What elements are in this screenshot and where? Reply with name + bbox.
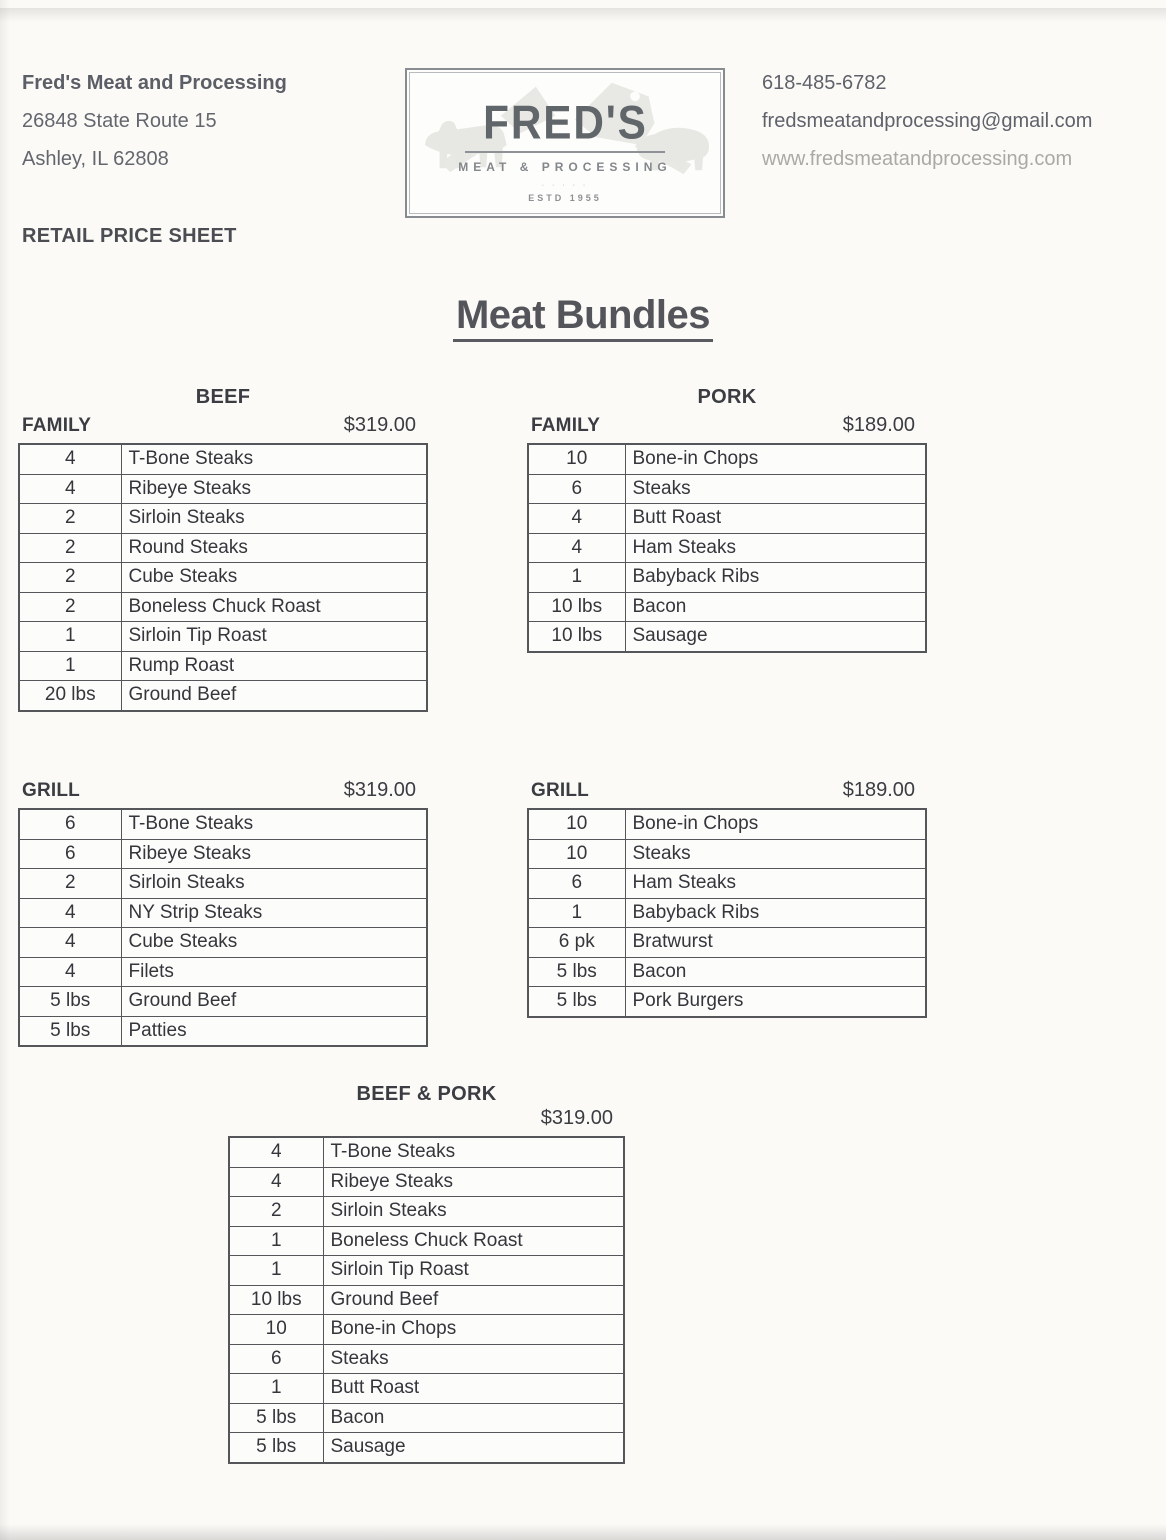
item-cell: Sirloin Steaks [323, 1197, 624, 1227]
logo-ornament-dots: · · · · · [541, 182, 589, 189]
bundle-label: FAMILY [22, 415, 92, 436]
table-row [528, 839, 926, 869]
quantity-cell: 1 [19, 622, 121, 652]
quantity-cell: 2 [19, 533, 121, 563]
quantity-cell: 4 [229, 1137, 323, 1167]
table-row [19, 504, 427, 534]
logo-established: ESTD 1955 [528, 193, 602, 203]
quantity-cell: 5 lbs [19, 987, 121, 1017]
logo-text-stack [410, 73, 720, 213]
table-row [229, 1315, 624, 1345]
company-address-line1: 26848 State Route 15 [22, 110, 217, 132]
item-cell: Sausage [323, 1433, 624, 1463]
quantity-cell: 5 lbs [229, 1403, 323, 1433]
bundle-head [18, 779, 428, 808]
item-cell: Cube Steaks [121, 563, 427, 593]
bundle-table-pork-grill [527, 808, 927, 1018]
table-row [528, 592, 926, 622]
logo-frame [409, 72, 721, 214]
item-cell: Sirloin Tip Roast [323, 1256, 624, 1286]
item-cell: Bacon [625, 957, 926, 987]
scan-shadow-bottom [0, 1524, 1166, 1540]
item-cell: Bone-in Chops [625, 809, 926, 839]
quantity-cell: 2 [19, 592, 121, 622]
bundle-beef-grill [18, 779, 428, 1047]
logo-divider [465, 151, 665, 153]
bundle-table-beef-and-pork [228, 1136, 625, 1464]
item-cell: Ham Steaks [625, 869, 926, 899]
bundle-price: $319.00 [540, 1107, 613, 1129]
quantity-cell: 5 lbs [19, 1016, 121, 1046]
email-address: fredsmeatandprocessing@gmail.com [762, 110, 1093, 132]
item-cell: T-Bone Steaks [323, 1137, 624, 1167]
table-row [229, 1167, 624, 1197]
quantity-cell: 2 [19, 563, 121, 593]
quantity-cell: 4 [19, 957, 121, 987]
bundle-label: FAMILY [531, 415, 601, 436]
quantity-cell: 10 [528, 839, 625, 869]
bundle-label: GRILL [22, 780, 80, 801]
table-row [229, 1137, 624, 1167]
item-cell: Patties [121, 1016, 427, 1046]
quantity-cell: 1 [528, 898, 625, 928]
bundle-table-beef-family [18, 443, 428, 712]
item-cell: Round Steaks [121, 533, 427, 563]
quantity-cell: 2 [19, 869, 121, 899]
table-row [19, 1016, 427, 1046]
scan-shadow-left [0, 0, 10, 1540]
contact-info-block [762, 64, 1092, 178]
item-cell: Steaks [625, 474, 926, 504]
bundle-beef-family [18, 414, 428, 712]
table-row [229, 1285, 624, 1315]
bundle-label: GRILL [531, 780, 589, 801]
logo-wordmark: FRED'S [482, 95, 648, 149]
item-cell: Sirloin Tip Roast [121, 622, 427, 652]
quantity-cell: 6 pk [528, 928, 625, 958]
table-row [528, 928, 926, 958]
table-row [19, 681, 427, 711]
quantity-cell: 5 lbs [528, 987, 625, 1017]
table-row [19, 563, 427, 593]
table-row [19, 839, 427, 869]
table-row [19, 651, 427, 681]
quantity-cell: 1 [229, 1256, 323, 1286]
quantity-cell: 4 [19, 898, 121, 928]
item-cell: Steaks [625, 839, 926, 869]
quantity-cell: 1 [528, 563, 625, 593]
table-row [528, 898, 926, 928]
table-row [229, 1374, 624, 1404]
table-row [19, 592, 427, 622]
item-cell: Babyback Ribs [625, 563, 926, 593]
bundle-pork-grill [527, 779, 927, 1018]
quantity-cell: 4 [528, 504, 625, 534]
item-cell: Filets [121, 957, 427, 987]
quantity-cell: 10 lbs [528, 622, 625, 652]
item-cell: Butt Roast [625, 504, 926, 534]
quantity-cell: 1 [19, 651, 121, 681]
table-row [528, 504, 926, 534]
section-header-pork: PORK [697, 386, 757, 408]
freds-logo [405, 68, 725, 218]
item-cell: Butt Roast [323, 1374, 624, 1404]
quantity-cell: 6 [229, 1344, 323, 1374]
quantity-cell: 6 [19, 839, 121, 869]
item-cell: Babyback Ribs [625, 898, 926, 928]
company-address-line2: Ashley, IL 62808 [22, 148, 169, 170]
item-cell: T-Bone Steaks [121, 809, 427, 839]
bundle-price: $319.00 [343, 414, 416, 436]
quantity-cell: 6 [19, 809, 121, 839]
bundle-price: $189.00 [842, 779, 915, 801]
quantity-cell: 4 [229, 1167, 323, 1197]
table-row [528, 957, 926, 987]
item-cell: Bone-in Chops [625, 444, 926, 474]
quantity-cell: 4 [19, 928, 121, 958]
quantity-cell: 5 lbs [528, 957, 625, 987]
table-row [19, 957, 427, 987]
item-cell: Steaks [323, 1344, 624, 1374]
item-cell: Bacon [323, 1403, 624, 1433]
item-cell: Boneless Chuck Roast [323, 1226, 624, 1256]
item-cell: NY Strip Steaks [121, 898, 427, 928]
item-cell: Ribeye Steaks [121, 839, 427, 869]
item-cell: Ham Steaks [625, 533, 926, 563]
quantity-cell: 4 [19, 474, 121, 504]
section-header-beef-and-pork: BEEF & PORK [356, 1083, 497, 1105]
bundle-head [228, 1107, 625, 1136]
item-cell: Ribeye Steaks [121, 474, 427, 504]
table-row [19, 928, 427, 958]
page-title-text: Meat Bundles [453, 293, 713, 342]
table-row [528, 563, 926, 593]
bundle-beef-and-pork [228, 1107, 625, 1464]
item-cell: Boneless Chuck Roast [121, 592, 427, 622]
table-row [19, 987, 427, 1017]
table-row [229, 1403, 624, 1433]
table-row [229, 1226, 624, 1256]
page-title [0, 293, 1166, 342]
table-row [528, 444, 926, 474]
item-cell: Rump Roast [121, 651, 427, 681]
scan-shadow-top [0, 8, 1166, 22]
quantity-cell: 10 [528, 444, 625, 474]
table-row [528, 809, 926, 839]
bundle-head [527, 779, 927, 808]
table-row [528, 533, 926, 563]
bundle-table-pork-family [527, 443, 927, 653]
item-cell: Sausage [625, 622, 926, 652]
table-row [528, 474, 926, 504]
logo-subtitle: MEAT & PROCESSING [458, 160, 672, 174]
table-row [229, 1344, 624, 1374]
bundle-pork-family [527, 414, 927, 653]
quantity-cell: 6 [528, 474, 625, 504]
quantity-cell: 1 [229, 1374, 323, 1404]
table-row [19, 622, 427, 652]
quantity-cell: 6 [528, 869, 625, 899]
quantity-cell: 2 [19, 504, 121, 534]
quantity-cell: 10 lbs [229, 1285, 323, 1315]
item-cell: Cube Steaks [121, 928, 427, 958]
bundle-table-beef-grill [18, 808, 428, 1047]
item-cell: Pork Burgers [625, 987, 926, 1017]
table-row [528, 987, 926, 1017]
quantity-cell: 1 [229, 1226, 323, 1256]
table-row [19, 898, 427, 928]
company-name: Fred's Meat and Processing [22, 72, 287, 94]
table-row [19, 809, 427, 839]
table-row [19, 444, 427, 474]
quantity-cell: 20 lbs [19, 681, 121, 711]
bundle-price: $189.00 [842, 414, 915, 436]
quantity-cell: 10 [528, 809, 625, 839]
bundle-price: $319.00 [343, 779, 416, 801]
website-url: www.fredsmeatandprocessing.com [762, 148, 1073, 170]
section-header-beef: BEEF [195, 386, 251, 408]
bundle-head [527, 414, 927, 443]
company-info-block [22, 64, 287, 178]
item-cell: Bacon [625, 592, 926, 622]
table-row [528, 869, 926, 899]
quantity-cell: 4 [528, 533, 625, 563]
item-cell: Ribeye Steaks [323, 1167, 624, 1197]
table-row [19, 869, 427, 899]
table-row [528, 622, 926, 652]
item-cell: Sirloin Steaks [121, 869, 427, 899]
quantity-cell: 4 [19, 444, 121, 474]
item-cell: Ground Beef [323, 1285, 624, 1315]
sheet-type-label: RETAIL PRICE SHEET [22, 225, 237, 247]
item-cell: Ground Beef [121, 681, 427, 711]
item-cell: Sirloin Steaks [121, 504, 427, 534]
quantity-cell: 10 lbs [528, 592, 625, 622]
phone-number: 618-485-6782 [762, 72, 887, 94]
table-row [19, 474, 427, 504]
item-cell: Bone-in Chops [323, 1315, 624, 1345]
item-cell: Bratwurst [625, 928, 926, 958]
quantity-cell: 5 lbs [229, 1433, 323, 1463]
quantity-cell: 2 [229, 1197, 323, 1227]
table-row [229, 1433, 624, 1463]
bundle-head [18, 414, 428, 443]
table-row [229, 1197, 624, 1227]
quantity-cell: 10 [229, 1315, 323, 1345]
item-cell: Ground Beef [121, 987, 427, 1017]
item-cell: T-Bone Steaks [121, 444, 427, 474]
table-row [229, 1256, 624, 1286]
table-row [19, 533, 427, 563]
